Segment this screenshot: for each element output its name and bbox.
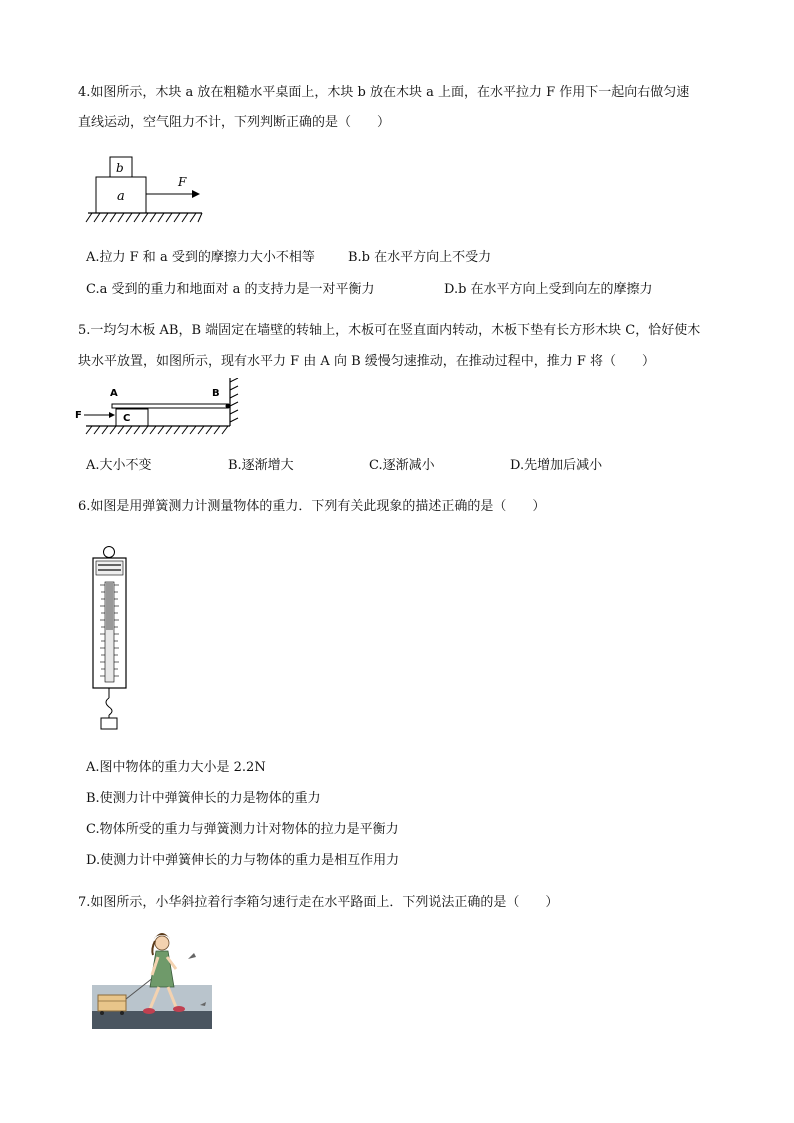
label-A: A: [110, 388, 118, 399]
label-C: C: [123, 413, 131, 424]
spring-scale-figure: [88, 542, 132, 732]
q5-option-b: B.逐渐增大: [228, 458, 294, 473]
q5-text-line2: 块水平放置，如图所示，现有水平力 F 由 A 向 B 缓慢匀速推动，在推动过程中，推力 F 将（ ）: [78, 354, 656, 369]
q4-option-a: A.拉力 F 和 a 受到的摩擦力大小不相等: [86, 250, 315, 265]
hook-icon: [106, 698, 112, 715]
road: [92, 1011, 212, 1029]
q5-option-c: C.逐渐减小: [369, 458, 435, 473]
q7-text-line1: 7.如图所示，小华斜拉着行李箱匀速行走在水平路面上．下列说法正确的是（ ）: [78, 895, 559, 910]
top-ring-icon: [104, 547, 115, 558]
girl-head: [155, 936, 169, 950]
q5-board-figure: [72, 378, 242, 440]
label-F: F: [178, 175, 187, 189]
push-arrow-icon: [109, 412, 115, 418]
q5-option-d: D.先增加后减小: [510, 458, 603, 473]
label-B: B: [212, 388, 220, 399]
board-AB: [112, 404, 228, 408]
q4-option-d: D.b 在水平方向上受到向左的摩擦力: [444, 282, 653, 297]
label-b: b: [116, 161, 124, 175]
q6-option-a: A.图中物体的重力大小是 2.2N: [86, 760, 266, 775]
q5-option-a: A.大小不变: [86, 458, 152, 473]
scale-indicator: [106, 582, 113, 630]
suitcase: [98, 995, 126, 1011]
q4-option-b: B.b 在水平方向上不受力: [348, 250, 492, 265]
label-a: a: [117, 189, 125, 204]
q5-text-line1: 5.一均匀木板 AB，B 端固定在墙壁的转轴上，木板可在竖直面内转动，木板下垫有长方形木块 C，恰好使木: [78, 323, 701, 338]
scale-header: [96, 561, 123, 575]
floor-hatch: [86, 426, 228, 434]
q4-text-line2: 直线运动，空气阻力不计，下列判断正确的是（ ）: [78, 115, 391, 130]
wall-hatch: [230, 378, 238, 422]
q6-option-d: D.使测力计中弹簧伸长的力与物体的重力是相互作用力: [86, 853, 400, 868]
q6-option-c: C.物体所受的重力与弹簧测力计对物体的拉力是平衡力: [86, 822, 399, 837]
q4-option-c: C.a 受到的重力和地面对 a 的支持力是一对平衡力: [86, 282, 375, 297]
block-C: [116, 409, 148, 426]
q6-option-b: B.使测力计中弹簧伸长的力是物体的重力: [86, 791, 321, 806]
arrow-head-icon: [192, 190, 200, 198]
label-F: F: [75, 410, 82, 421]
q4-blocks-figure: [84, 152, 214, 232]
ground-hatch: [86, 213, 202, 222]
q4-text-line1: 4.如图所示，木块 a 放在粗糙水平桌面上，木块 b 放在木块 a 上面，在水平拉力 F 作用下一起向右做匀速: [78, 85, 690, 100]
hanging-weight: [101, 718, 117, 729]
q6-text-line1: 6.如图是用弹簧测力计测量物体的重力．下列有关此现象的描述正确的是（ ）: [78, 499, 546, 514]
girl-suitcase-illustration: [92, 929, 212, 1029]
